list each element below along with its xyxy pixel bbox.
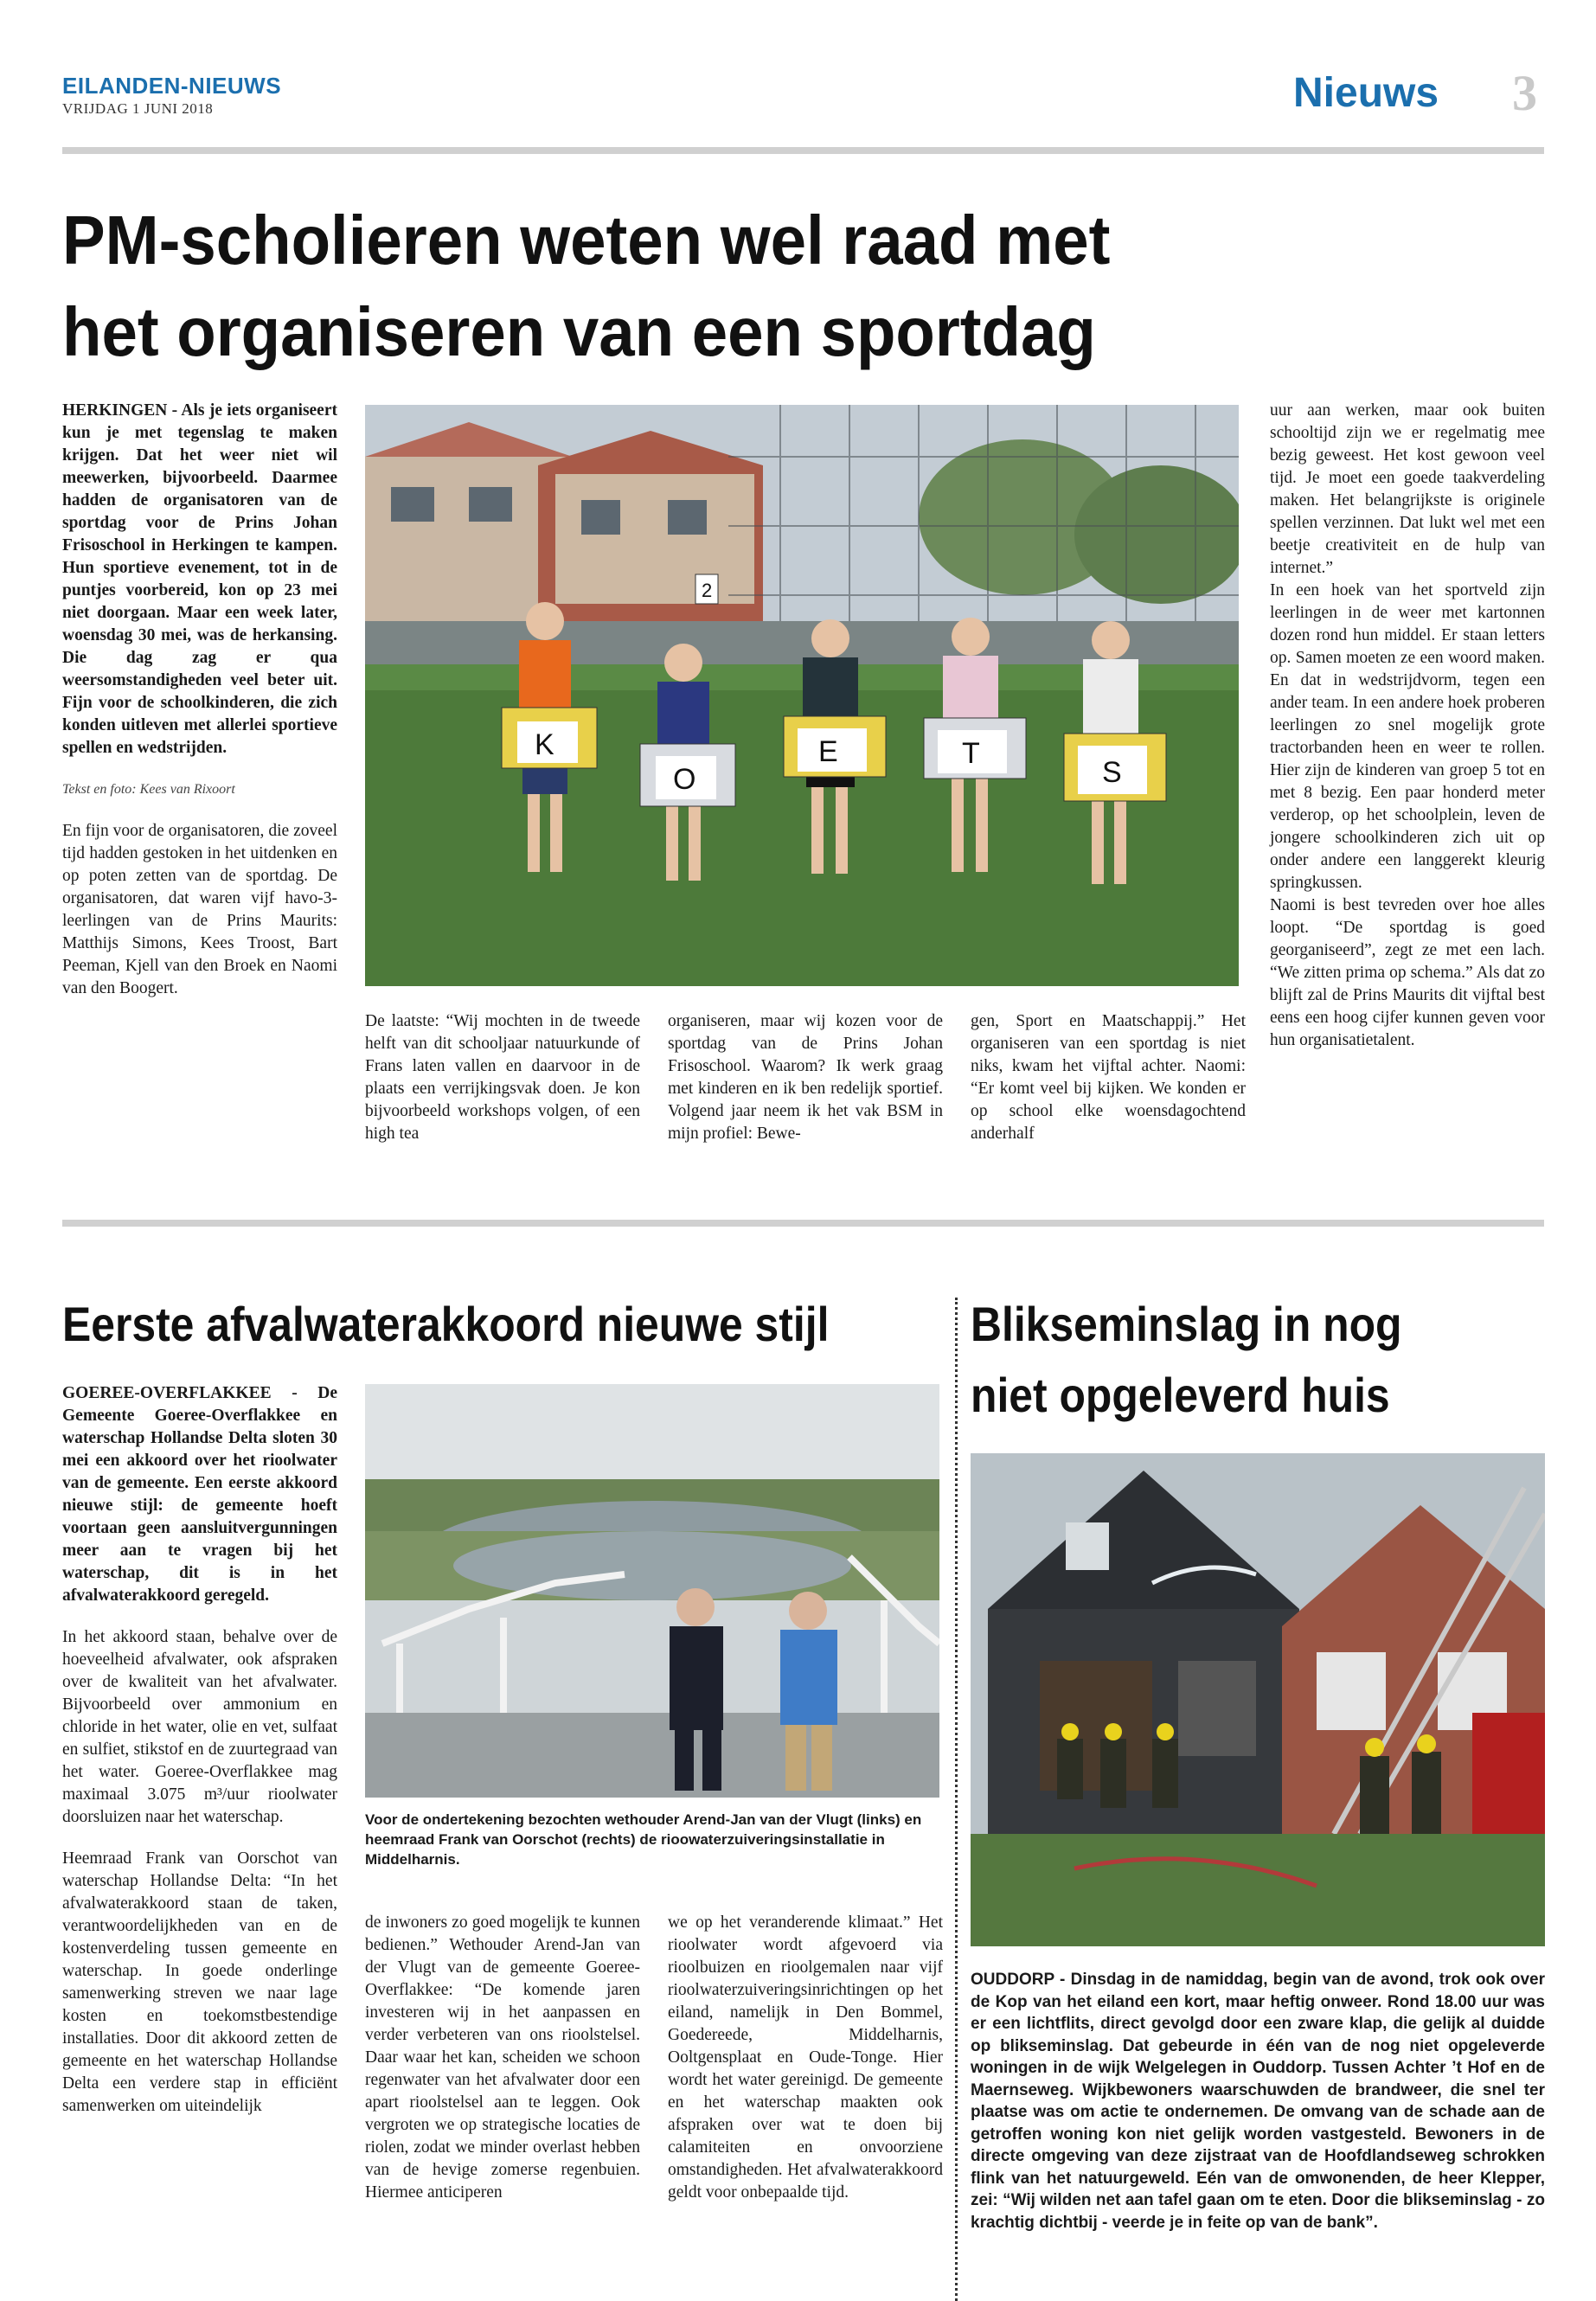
article1-lead: HERKINGEN - Als je iets organiseert kun je met tegenslag te maken krijgen. Dat het weer niet wil meewerken, bijvoorbeeld. Daarmee hadden de organisatoren van de sportdag voor de Prins Johan Frisoschool in Herkingen te kampen. Hun sportieve evenement, tot in de puntjes voorbereid, kon op 23 mei niet doorgaan. Maar een week later, woensdag 30 mei, was de herkansing. Die dag zag er qua weersomstandigheden veel beter uit. Fijn voor de schoolkinderen, die zich konden uitleven met allerlei sportieve spellen en wedstrijden. — [62, 401, 337, 757]
article2-column-1 — [62, 1382, 337, 2118]
article1-column-2 — [365, 1010, 640, 1145]
photo-letter-t: T — [962, 737, 980, 770]
header-rule — [62, 147, 1544, 154]
article1-headline-line2: het organiseren van een sportdag — [62, 293, 1096, 370]
issue-date: VRIJDAG 1 JUNI 2018 — [62, 100, 214, 117]
section-divider-rule — [62, 1220, 1544, 1227]
article2-column-3 — [668, 1912, 943, 2204]
photo-letter-o: O — [673, 763, 696, 796]
article2-photo — [365, 1384, 939, 1798]
article1-body-col5-p3: Naomi is best tevreden over hoe alles loopt. “De sportdag is goed georganiseerd”, zegt ze met een lach. “We zitten prima op schema.” Als dat zo blijft zal de Prins Maurits dit vijftal best eens een hoog cijfer kunnen geven voor hun organisatietalent. — [1270, 896, 1545, 1049]
article3-body: OUDDORP - Dinsdag in de namiddag, begin van de avond, trok ook over de Kop van het eiland een kort, maar heftig onweer. Rond 18.00 uur was er een lichtflits, direct gevolgd door een zware klap, die gelijk al duidde op blikseminslag. Dat gebeurde in één van de nog niet opgeleverde woningen in de wijk Welgelegen in Ouddorp. Tussen Achter ’t Hof en de Maernseweg. Wijkbewoners waarschuwden de brandweer, die snel ter plaatse was om actie te ondernemen. De omvang van de schade aan de getroffen woning kon niet gelijk worden vastgesteld. Bewoners in de directe omgeving van deze zijstraat van de Hoofdlandseweg schrokken flink van het natuurgeweld. Eén van de omwonenden, de heer Klepper, zei: “Wij wilden net aan tafel gaan om te eten. Door die blikseminslag - zo krachtig dichtbij - veerde je in feite op van de bank”. — [971, 1971, 1545, 2232]
article2-column-2 — [365, 1912, 640, 2204]
photo-letter-k: K — [535, 728, 554, 761]
article1-body-col5-p2: In een hoek van het sportveld zijn leerlingen in de weer met kartonnen dozen rond hun middel. Er staan letters op. Samen moeten ze een woord maken. En dat in wedstrijdvorm, tegen een ander team. In een andere hoek proberen leerlingen zo snel mogelijk grote tractorbanden heen en weer te rollen. Hier zijn de kinderen van groep 5 tot en met 8 bezig. Een paar honderd meter verderop, op het schoolplein, leven de jongere schoolkinderen zich uit op onder andere een langgerekt kleurig springkussen. — [1270, 581, 1545, 892]
photo-letter-e: E — [818, 735, 838, 768]
article2-body-col2: de inwoners zo goed mogelijk te kunnen bedienen.” Wethouder Arend-Jan van der Vlugt van de gemeente Goeree-Overflakkee: “De komende jaren investeren wij in het aanpassen en verder verbeteren van ons rioolstelsel. Daar waar het kan, scheiden we schoon regenwater van het afvalwater door een apart rioolstelsel aan te leggen. Ook vergroten we op strategische locaties de riolen, zodat we minder overlast hebben van de hevige zomerse regenbuien. Hiermee anticiperen — [365, 1913, 640, 2202]
section-title: Nieuws — [1293, 70, 1439, 116]
article1-headline-line1: PM-scholieren weten wel raad met — [62, 202, 1111, 279]
article1-column-1 — [62, 400, 337, 1000]
article-separator-dots — [955, 1298, 958, 2301]
article1-body-col5-p1: uur aan werken, maar ook buiten schooltijd zijn we er regelmatig mee bezig geweest. Het kost gewoon veel tijd. Je moet een goede taakverdeling maken. Het belangrijkste is originele spellen verzinnen. Dat lukt wel met een beetje creativiteit en de hulp van internet.” — [1270, 401, 1545, 577]
masthead-logo: EILANDEN-NIEUWS — [62, 73, 282, 99]
article1-credit: Tekst en foto: Kees van Rixoort — [62, 782, 235, 797]
article1-column-3 — [668, 1010, 943, 1145]
article1-column-5 — [1270, 400, 1545, 1052]
article2-lead: GOEREE-OVERFLAKKEE - De Gemeente Goeree-Overflakkee en waterschap Hollandse Delta sloten 30 mei een akkoord over het rioolwater van de gemeente. Een eerste akkoord nieuwe stijl: de gemeente hoeft voortaan geen aansluitvergunningen meer aan te vragen bij het waterschap, dit is in het afvalwaterakkoord geregeld. — [62, 1384, 337, 1605]
article1-body-col3: organiseren, maar wij kozen voor de sportdag van de Prins Johan Frisoschool. Waarom? Ik werk graag met kinderen en ik ben redelijk sportief. Volgend jaar neem ik het vak BSM in mijn profiel: Bewe- — [668, 1012, 943, 1143]
article3-headline-line2: niet opgeleverd huis — [971, 1368, 1390, 1422]
article2-body-col1-p1: In het akkoord staan, behalve over de hoeveelheid afvalwater, ook afspraken over de kwaliteit van het afvalwater. Bijvoorbeeld over ammonium en chloride in het water, olie en vet, sulfaat en sulfiet, stikstof en de zuurtegraad van het water. Goeree-Overflakkee mag maximaal 3.075 m³/uur rioolwater doorsluizen naar het waterschap. — [62, 1628, 337, 1826]
article1-body-col1: En fijn voor de organisatoren, die zoveel tijd hadden gestoken in het uitdenken en op poten zetten van de sportdag. De organisatoren, dat waren vijf havo-3-leerlingen van de Prins Maurits: Matthijs Simons, Kees Troost, Bart Peeman, Kjell van den Broek en Naomi van den Boogert. — [62, 822, 337, 997]
article1-photo — [365, 405, 1239, 986]
article1-body-col4: gen, Sport en Maatschappij.” Het organiseren van een sportdag is niet niks, kwam het vijftal achter. Naomi: “Er komt veel bij kijken. We konden er op school elke woensdagochtend anderhalf — [971, 1012, 1246, 1143]
field-number-sign: 2 — [702, 580, 713, 601]
article3-headline-line1: Blikseminslag in nog — [971, 1297, 1402, 1351]
article2-body-col1-p2: Heemraad Frank van Oorschot van waterschap Hollandse Delta: “In het afvalwaterakkoord staan de taken, verantwoordelijkheden van en de kostenverdeling tussen gemeente en waterschap. In goede onderlinge samenwerking streven we naar lage kosten en toekomstbestendige installaties. Door dit akkoord zetten de gemeente en het waterschap Hollandse Delta een verdere stap in efficiënt samenwerken om uiteindelijk — [62, 1849, 337, 2115]
article1-body-col2: De laatste: “Wij mochten in de tweede helft van dit schooljaar natuurkunde of Frans laten vallen en daarvoor in de plaats een verrijkingsvak doen. Je kon bijvoorbeeld workshops volgen, of een high tea — [365, 1012, 640, 1143]
article2-body-col3: we op het veranderende klimaat.” Het rioolwater wordt afgevoerd via rioolbuizen en rioolgemalen naar vijf rioolwaterzuiveringsinrichtingen op het eiland, namelijk in Den Bommel, Goedereede, Middelharnis, Ooltgensplaat en Oude-Tonge. Hier wordt het water gereinigd. De gemeente en het waterschap maakten ook afspraken over wat te doen bij calamiteiten en onvoorziene omstandigheden. Het afvalwaterakkoord geldt voor onbepaalde tijd. — [668, 1913, 943, 2202]
page-number: 3 — [1512, 65, 1537, 121]
photo-letter-s: S — [1102, 756, 1122, 789]
article2-headline: Eerste afvalwaterakkoord nieuwe stijl — [62, 1297, 830, 1351]
article1-column-4 — [971, 1010, 1246, 1145]
article3-photo — [971, 1453, 1545, 1946]
article2-photo-caption: Voor de ondertekening bezochten wethouder Arend-Jan van der Vlugt (links) en heemraad Frank van Oorschot (rechts) de rioowaterzuiveringsinstallatie in Middelharnis. — [365, 1811, 922, 1868]
